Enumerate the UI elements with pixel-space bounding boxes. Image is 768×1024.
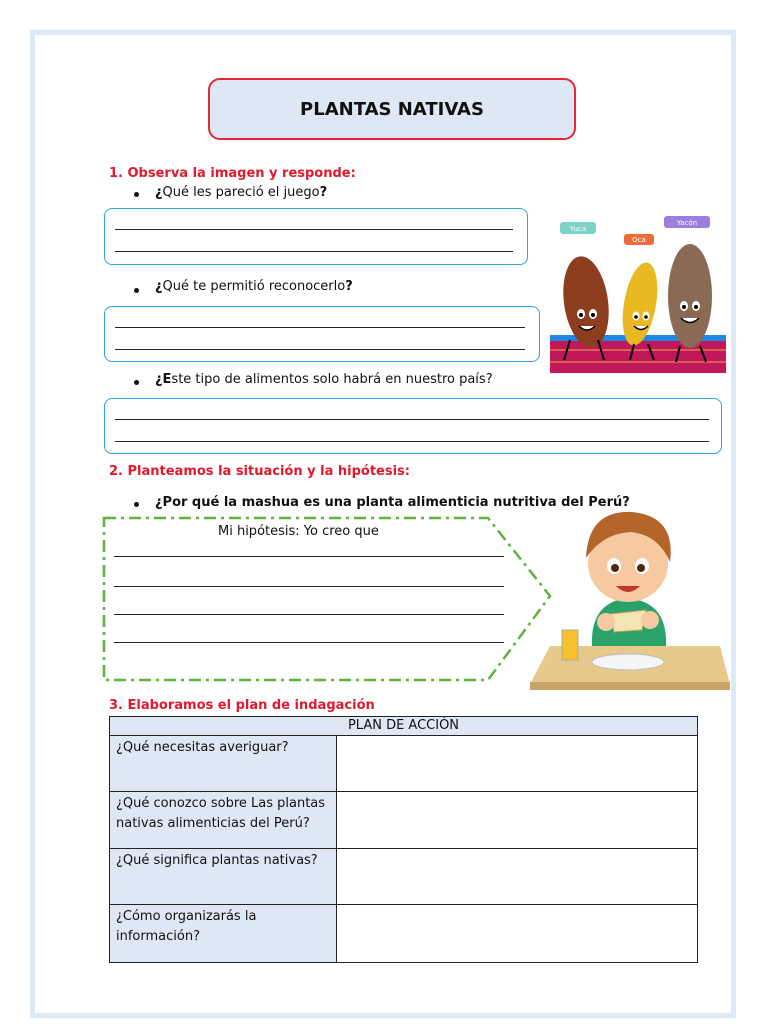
table-row <box>110 849 698 905</box>
label-yacon: Yacón <box>676 219 698 227</box>
label-yuca: Yuca <box>569 225 587 233</box>
label-oca: Oca <box>632 236 646 244</box>
question-3: ¿Este tipo de alimentos solo habrá en nuestro país? <box>155 372 493 387</box>
hypothesis-box[interactable] <box>102 516 554 684</box>
boy-eating-illustration <box>530 506 730 692</box>
row-label: ¿Qué significa plantas nativas? <box>110 849 337 905</box>
row-answer-cell[interactable] <box>337 736 698 792</box>
bullet <box>134 502 139 507</box>
table-row <box>110 736 698 792</box>
table-row <box>110 792 698 849</box>
bullet <box>134 380 139 385</box>
question-2: ¿Qué te permitió reconocerlo? <box>155 279 353 294</box>
question-1: ¿Qué les pareció el juego? <box>155 185 328 200</box>
bullet <box>134 192 139 197</box>
page-title-box <box>208 78 576 140</box>
table-row <box>110 905 698 963</box>
native-tubers-illustration <box>550 210 726 373</box>
answer-box-2[interactable] <box>104 306 540 362</box>
question-mashua: ¿Por qué la mashua es una planta alimenticia nutritiva del Perú? <box>155 495 630 510</box>
hypothesis-prompt: Mi hipótesis: Yo creo que <box>218 524 379 539</box>
page-title: PLANTAS NATIVAS <box>300 98 484 120</box>
row-answer-cell[interactable] <box>337 849 698 905</box>
answer-box-3[interactable] <box>104 398 722 454</box>
bullet <box>134 288 139 293</box>
row-label: ¿Qué conozco sobre Las plantas nativas alimenticias del Perú? <box>110 792 337 849</box>
section2-heading: 2. Planteamos la situación y la hipótesis: <box>109 464 410 479</box>
action-plan-table <box>109 716 698 963</box>
section3-heading: 3. Elaboramos el plan de indagación <box>109 698 375 713</box>
answer-box-1[interactable] <box>104 208 528 265</box>
table-header: PLAN DE ACCIÓN <box>110 717 698 736</box>
row-answer-cell[interactable] <box>337 792 698 849</box>
row-label: ¿Qué necesitas averiguar? <box>110 736 337 792</box>
row-answer-cell[interactable] <box>337 905 698 963</box>
row-label: ¿Cómo organizarás la información? <box>110 905 337 963</box>
section1-heading: 1. Observa la imagen y responde: <box>109 166 356 181</box>
